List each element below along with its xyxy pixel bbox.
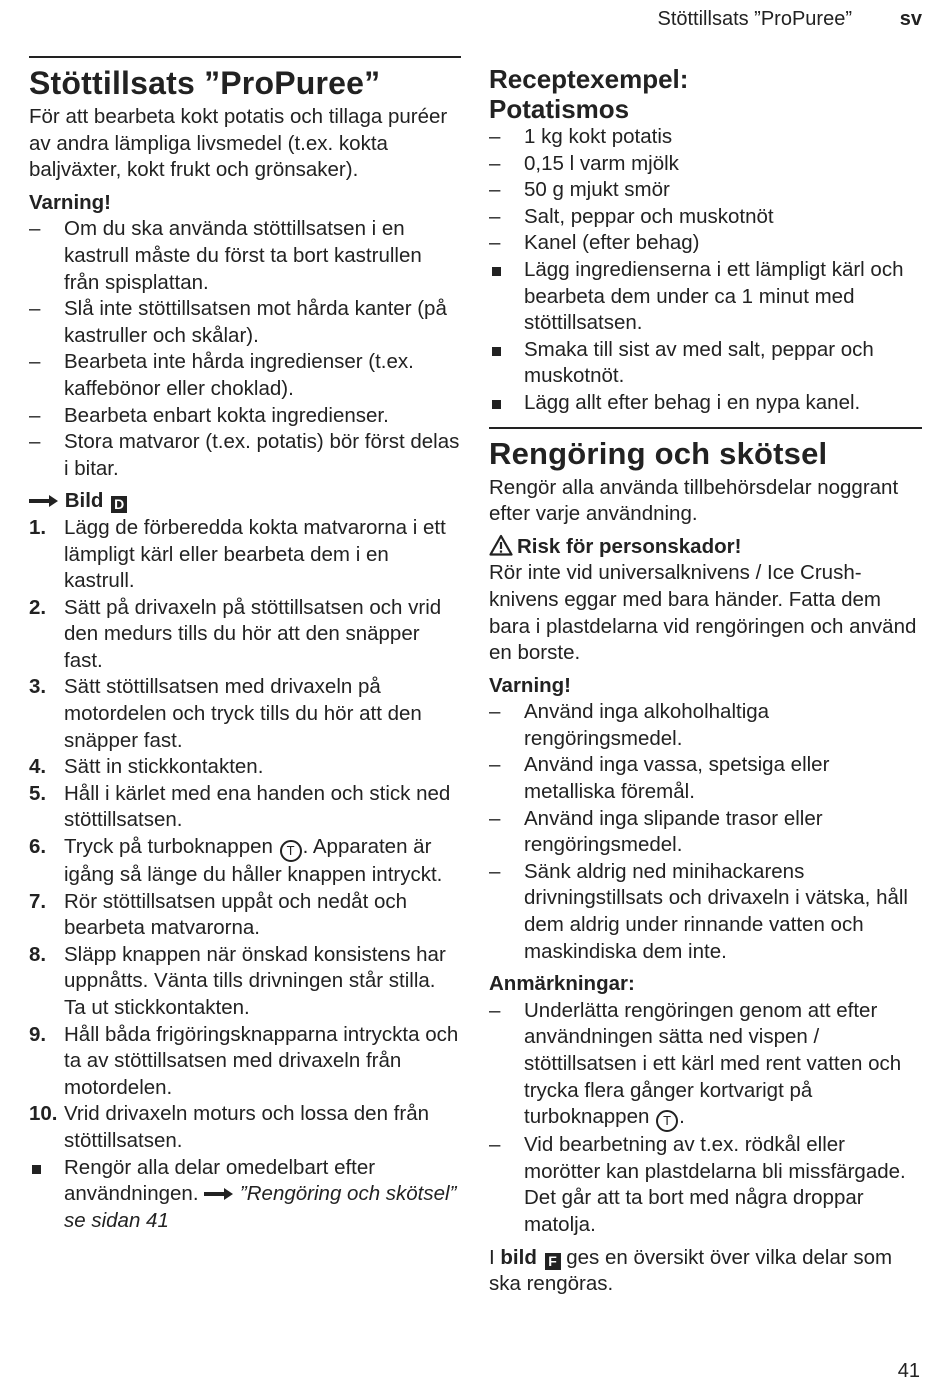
- dash-marker: –: [489, 231, 501, 255]
- dash-marker: –: [29, 297, 41, 321]
- list-item: – Underlätta rengöringen genom att efter användningen sätta ned vispen / stöttillsatsen i ett kärl med rent vatten och trycka flera gånger kortvarigt på turboknappen T .: [489, 998, 922, 1132]
- list-item: – Slå inte stöttillsatsen mot hårda kanter (på kastruller och skålar).: [29, 297, 447, 347]
- header-title: Stöttillsats ”ProPuree”: [657, 8, 852, 30]
- recipe-step: Smaka till sist av med salt, peppar och muskotnöt.: [489, 337, 922, 390]
- step-item: 8. Släpp knappen när önskad konsistens har uppnåtts. Vänta tills drivningen står stilla. Ta ut stickkontakten.: [29, 942, 446, 1019]
- arrow-right-icon: [29, 494, 59, 508]
- step-item: 10. Vrid drivaxeln moturs och lossa den från stöttillsatsen.: [29, 1102, 429, 1152]
- dash-marker: –: [489, 1133, 501, 1157]
- list-item: – Använd inga slipande trasor eller rengöringsmedel.: [489, 806, 823, 857]
- warning-triangle-icon: [489, 534, 513, 556]
- intro-paragraph: För att bearbeta kokt potatis och tillaga puréer av andra lämpliga livsmedel (t.ex. kokta baljväxter, kokt frukt och grönsaker).: [29, 105, 448, 182]
- dash-marker: –: [29, 403, 41, 427]
- figure-letter-badge: F: [545, 1253, 561, 1270]
- step-item: 5. Håll i kärlet med ena handen och stick ned stöttillsatsen.: [29, 781, 451, 832]
- step-item: 6. Tryck på turboknappen T . Apparaten är igång så länge du håller knappen intryckt.: [29, 835, 443, 887]
- recipe-step: Lägg allt efter behag i en nypa kanel.: [489, 390, 922, 417]
- dash-marker: –: [489, 700, 501, 724]
- list-item: – Sänk aldrig ned minihackarens drivningstillsats och drivaxeln i vätska, håll dem aldrig under rinnande vatten och maskindiska dem inte.: [489, 859, 908, 963]
- step-item: 3. Sätt stöttillsatsen med drivaxeln på motordelen och tryck tills du hör att den snäpper fast.: [29, 675, 422, 752]
- step-item: 4. Sätt in stickkontakten.: [29, 755, 264, 779]
- list-item: – Använd inga vassa, spetsiga eller metalliska föremål.: [489, 753, 830, 804]
- warning-label: Varning!: [29, 190, 112, 214]
- figure-label: Bild: [64, 489, 104, 513]
- list-item: – Använd inga alkoholhaltiga rengöringsmedel.: [489, 700, 770, 750]
- dash-marker: –: [29, 350, 41, 374]
- ingredient-item: – 1 kg kokt potatis: [489, 124, 922, 151]
- section-rule: [29, 56, 461, 58]
- step-item: 2. Sätt på drivaxeln på stöttillsatsen och vrid den medurs tills du hör att den snäpper fast.: [29, 595, 442, 672]
- dash-marker: –: [29, 430, 41, 454]
- dash-marker: –: [489, 151, 501, 175]
- left-column: [29, 56, 461, 1234]
- ingredient-item: – Salt, peppar och muskotnöt: [489, 204, 922, 231]
- square-bullet-icon: [32, 1165, 41, 1174]
- ingredient-item: – Kanel (efter behag): [489, 230, 922, 257]
- step-item: 1. Lägg de förberedda kokta matvarorna i ett lämpligt kärl eller bearbeta dem i en kastrull.: [29, 515, 446, 593]
- square-bullet-icon: [492, 267, 501, 276]
- section-rule: [489, 427, 922, 429]
- step-item: 7. Rör stöttillsatsen uppåt och nedåt och bearbeta matvarorna.: [29, 889, 408, 940]
- page-header: [0, 6, 950, 36]
- dash-marker: –: [489, 753, 501, 777]
- ingredient-item: – 0,15 l varm mjölk: [489, 151, 922, 178]
- cross-reference-link[interactable]: ”Rengöring och skötsel” se sidan 41: [64, 1182, 457, 1232]
- dash-marker: –: [489, 998, 501, 1022]
- page-number: 41: [897, 1360, 920, 1382]
- ingredient-item: – 50 g mjukt smör: [489, 177, 922, 204]
- dash-marker: –: [489, 204, 501, 228]
- notes-label: Anmärkningar:: [489, 972, 635, 996]
- section-heading-propuree: Stöttillsats ”ProPuree”: [29, 65, 381, 101]
- list-item: – Bearbeta inte hårda ingredienser (t.ex. kaffebönor eller choklad).: [29, 350, 414, 400]
- figure-letter-badge: D: [111, 496, 127, 513]
- step-item: 9. Håll båda frigöringsknapparna intryckta och ta av stöttillsatsen med drivaxeln från motordelen.: [29, 1022, 459, 1099]
- turbo-button-icon: T: [656, 1110, 678, 1132]
- right-column: [489, 56, 922, 1298]
- overview-paragraph: I bild F ges en översikt över vilka delar som ska rengöras.: [489, 1245, 893, 1296]
- turbo-button-icon: T: [280, 840, 302, 862]
- square-bullet-icon: [492, 347, 501, 356]
- risk-label: Risk för personskador!: [489, 534, 922, 561]
- list-item: Rengör alla delar omedelbart efter användningen. ”Rengöring och skötsel” se sidan 41: [29, 1155, 461, 1235]
- risk-text: Rör inte vid universalknivens / Ice Crush-knivens eggar med bara händer. Fatta dem bara i plastdelarna vid rengöringen och använd en borste.: [489, 561, 917, 665]
- figure-reference: [29, 488, 461, 515]
- dash-marker: –: [489, 178, 501, 202]
- warning-label: Varning!: [489, 673, 572, 697]
- list-item: – Vid bearbetning av t.ex. rödkål eller morötter kan plastdelarna bli missfärgade. Det går att ta bort med några droppar matolja.: [489, 1133, 906, 1236]
- language-code: sv: [899, 8, 922, 30]
- list-item: – Om du ska använda stöttillsatsen i en kastrull måste du först ta bort kastrullen från spisplattan.: [29, 217, 422, 294]
- dash-marker: –: [489, 859, 501, 883]
- arrow-right-icon: [204, 1187, 234, 1201]
- cleaning-intro: Rengör alla använda tillbehörsdelar noggrant efter varje användning.: [489, 475, 899, 526]
- dash-marker: –: [489, 806, 501, 830]
- section-heading-cleaning: Rengöring och skötsel: [489, 435, 828, 471]
- list-item: – Bearbeta enbart kokta ingredienser.: [29, 403, 461, 430]
- list-item: – Stora matvaror (t.ex. potatis) bör först delas i bitar.: [29, 430, 460, 480]
- dash-marker: –: [489, 125, 501, 148]
- recipe-step: Lägg ingredienserna i ett lämpligt kärl och bearbeta dem under ca 1 minut med stöttillsatsen.: [489, 257, 922, 337]
- recipe-heading: Receptexempel: Potatismos: [489, 64, 689, 124]
- square-bullet-icon: [492, 400, 501, 409]
- dash-marker: –: [29, 217, 41, 241]
